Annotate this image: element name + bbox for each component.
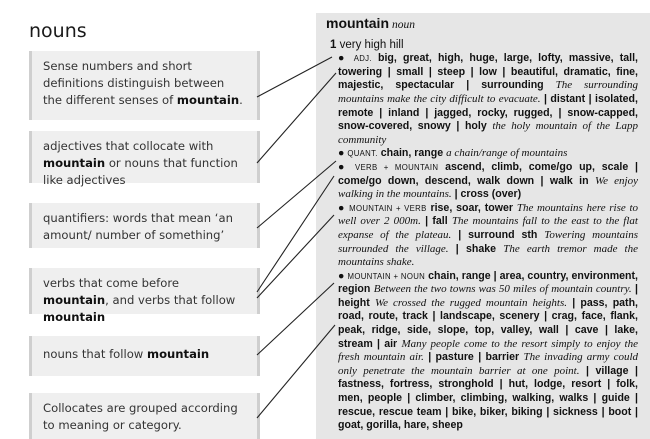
adj-collocates-2: | distant | isolated, remote | inland | jagged, rocky, rugged, | snow-capped, snow-covered, snowy | holy — [338, 92, 638, 133]
quant-example: a chain/range of mountains — [446, 147, 568, 160]
callout-headword: mountain — [146, 347, 210, 361]
adj-block — [338, 52, 638, 147]
callout-text: . — [239, 93, 243, 107]
quant-block — [338, 147, 638, 161]
mountain-verb-collocates-3: | surround sth — [458, 228, 538, 241]
mountain-verb-example: The mountains here rise to well over 2 000m. — [338, 201, 638, 228]
callout-verbs — [29, 268, 260, 324]
callout-text: verbs that come before — [43, 276, 179, 290]
verb-mountain-label: VERB + MOUNTAIN — [355, 162, 439, 172]
sense-number: 1 — [330, 38, 337, 51]
headword: mountain — [326, 15, 389, 31]
adj-collocates: big, great, high, huge, large, lofty, massive, tall, towering | small | steep | low | beautiful, dramatic, fine, majestic, spectacular | surrounding — [338, 52, 638, 92]
callout-headword: mountain — [43, 156, 106, 170]
entry-header — [326, 17, 638, 33]
callout-quantifiers — [29, 203, 260, 248]
callout-text: quantifiers: words that mean ‘an amount/ number of something’ — [43, 211, 233, 242]
callout-text: nouns that follow — [43, 347, 147, 361]
mountain-verb-collocates-2: | fall — [425, 215, 448, 228]
callout-headword: mountain — [43, 310, 106, 324]
mountain-noun-collocates-5: | village | fastness, fortress, stronghold | hut, lodge, resort | folk, men, people | climber, climbing, walking, walks | guide | rescue, rescue team | bike, biker, biking | sickness | boot | goat, gorilla, hare, sheep — [338, 364, 638, 432]
mountain-noun-block — [338, 270, 638, 433]
mountain-noun-example-3: Many people come to the resort simply to enjoy the fresh mountain air. — [338, 337, 638, 364]
bullet-icon: ● — [338, 201, 346, 214]
mountain-noun-example-4: The invading army could only penetrate the mountain barrier at one point. — [338, 351, 639, 377]
callout-text: Collocates are grouped according to meaning or category. — [43, 401, 238, 432]
mountain-noun-example: Between the two towns was 50 miles of mountain country. — [373, 283, 632, 296]
mountain-verb-example-2: The mountains fall to the east to the flat expanse of the plateau. — [338, 215, 638, 241]
callout-text: or nouns that function like adjectives — [43, 156, 238, 187]
verb-mountain-collocates-2: | cross (over) — [454, 188, 522, 201]
bullet-icon: ● — [338, 269, 345, 282]
mountain-noun-example-2: We crossed the rugged mountain heights. — [375, 296, 567, 309]
bullet-icon: ● — [338, 147, 345, 160]
verb-mountain-block — [338, 161, 638, 202]
mountain-verb-example-3: Towering mountains surrounded the village. — [338, 228, 638, 255]
part-of-speech: noun — [392, 19, 415, 31]
callout-groups — [29, 393, 260, 439]
sense-line — [330, 39, 638, 53]
mountain-verb-label: MOUNTAIN + VERB — [349, 203, 427, 213]
mountain-verb-block — [338, 202, 638, 270]
callout-sense-numbers — [29, 51, 260, 120]
callout-text: , and verbs that follow — [105, 293, 236, 307]
bullet-icon: ● — [338, 52, 348, 65]
adj-example: The surrounding mountains make the city difficult to evacuate. — [338, 79, 638, 105]
callout-adjectives — [29, 131, 260, 187]
callout-headword: mountain — [176, 93, 240, 107]
mountain-noun-collocates: chain, range | area, country, environment, region — [338, 269, 638, 296]
mountain-verb-collocates-4: | shake — [455, 242, 497, 255]
page-title: nouns — [29, 20, 87, 42]
mountain-noun-collocates-2: | height — [338, 283, 638, 309]
verb-mountain-example: We enjoy walking in the mountains. — [338, 174, 638, 201]
mountain-noun-collocates-3: | pass, path, road, route, track | landscape, scenery | crag, face, flank, peak, ridge, side, slope, top, valley, wall | cave | lake, stream | air — [338, 296, 638, 350]
mountain-verb-collocates: rise, soar, tower — [430, 201, 513, 214]
callout-nouns — [29, 336, 260, 376]
callout-text: adjectives that collocate with — [43, 139, 214, 153]
callout-text: Sense numbers and short definitions distinguish between the different senses of — [43, 59, 225, 107]
mountain-verb-example-4: The earth tremor made the mountains shake. — [338, 242, 638, 269]
bullet-icon: ● — [338, 160, 349, 173]
verb-mountain-collocates: ascend, climb, come/go up, scale | come/go down, descend, walk down | walk in — [338, 160, 638, 187]
adj-label: ADJ. — [353, 54, 372, 64]
callout-headword: mountain — [43, 293, 106, 307]
quant-collocates: chain, range — [380, 147, 444, 160]
quant-label: QUANT. — [347, 149, 378, 159]
mountain-noun-label: MOUNTAIN + NOUN — [347, 271, 426, 281]
adj-example-2: the holy mountain of the Lapp community — [338, 120, 639, 146]
mountain-noun-collocates-4: | pasture | barrier — [428, 351, 520, 364]
sense-definition: very high hill — [339, 38, 404, 51]
dictionary-entry — [316, 13, 650, 439]
